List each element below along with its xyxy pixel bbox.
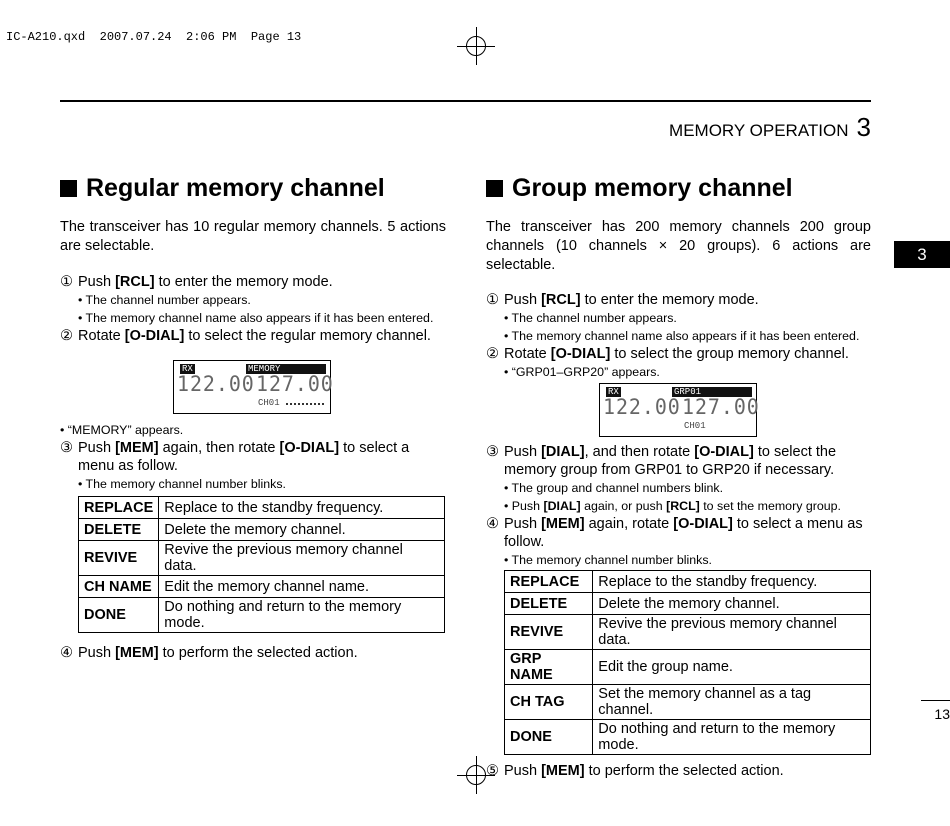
menu-row [505, 571, 871, 593]
menu-action-description: Replace to the standby frequency. [593, 571, 871, 593]
bullet-note: • The channel number appears. [78, 293, 251, 307]
intro-text: The transceiver has 10 regular memory channels. 5 actions are selectable. [60, 219, 446, 254]
regular-memory-section [60, 174, 446, 662]
menu-row [79, 497, 445, 519]
intro-text: The transceiver has 200 memory channels 200 group channels (10 channels × 20 groups). 6 actions are selectable. [486, 219, 871, 273]
menu-table-group [504, 570, 871, 755]
menu-action-description: Set the memory channel as a tag channel. [593, 685, 871, 720]
bullet-note: • The memory channel name also appears if it has been entered. [78, 311, 434, 325]
section-title: MEMORY OPERATION [669, 121, 849, 140]
lcd-active-frequency: 122.00 [603, 395, 681, 419]
menu-row [79, 519, 445, 541]
menu-action-description: Revive the previous memory channel data. [159, 541, 445, 576]
header-rule [60, 100, 871, 102]
section-heading-group: Group memory channel [486, 174, 871, 203]
lcd-channel-label: CH01 [684, 421, 706, 431]
menu-action-description: Revive the previous memory channel data. [593, 615, 871, 650]
step-3: ③ Push [MEM] again, then rotate [O-DIAL] to select a menu as follow. [60, 440, 410, 474]
step-3: ③ Push [DIAL], and then rotate [O-DIAL] to select the memory group from GRP01 to GRP20 if necessary. [486, 444, 837, 478]
lcd-standby-frequency: 127.00 [256, 372, 334, 396]
lcd-figure-wrapper [486, 381, 871, 443]
bullet-note: • The channel number appears. [504, 311, 677, 325]
chapter-side-tab: 3 [894, 241, 950, 268]
lcd-display [599, 383, 760, 437]
lcd-mode-label: GRP01 [672, 387, 752, 397]
menu-action-name: DELETE [79, 519, 159, 541]
menu-action-description: Delete the memory channel. [593, 593, 871, 615]
menu-row [79, 576, 445, 598]
menu-action-name: DELETE [505, 593, 593, 615]
menu-row [505, 720, 871, 755]
menu-table-regular [78, 496, 445, 633]
lcd-mode-label: MEMORY [246, 364, 326, 374]
menu-action-description: Edit the memory channel name. [159, 576, 445, 598]
bullet-note: • Push [DIAL] again, or push [RCL] to set the memory group. [504, 499, 841, 513]
menu-action-name: DONE [505, 720, 593, 755]
step-1: ① Push [RCL] to enter the memory mode. [60, 274, 333, 290]
lcd-rx-label: RX [182, 364, 193, 374]
menu-action-name: GRP NAME [505, 650, 593, 685]
menu-action-name: DONE [79, 598, 159, 633]
lcd-name-dots [286, 403, 324, 405]
lcd-standby-frequency: 127.00 [682, 395, 760, 419]
lcd-active-frequency: 122.00 [177, 372, 255, 396]
lcd-channel-label: CH01 [258, 398, 280, 408]
section-heading-regular: Regular memory channel [60, 174, 446, 203]
bullet-note: • The memory channel name also appears if it has been entered. [504, 329, 860, 343]
lcd-display [173, 360, 334, 414]
menu-action-description: Edit the group name. [593, 650, 871, 685]
bullet-note: • The memory channel number blinks. [504, 553, 712, 567]
menu-action-name: REPLACE [505, 571, 593, 593]
step-2: ② Rotate [O-DIAL] to select the regular memory channel. [60, 328, 431, 344]
step-4: ④ Push [MEM] again, rotate [O-DIAL] to select a menu as follow. [486, 516, 863, 550]
step-1: ① Push [RCL] to enter the memory mode. [486, 292, 759, 308]
square-bullet-icon [60, 180, 77, 197]
menu-action-name: CH TAG [505, 685, 593, 720]
group-memory-section [486, 174, 871, 780]
bullet-note: • “GRP01–GRP20” appears. [504, 365, 660, 379]
menu-action-name: CH NAME [79, 576, 159, 598]
chapter-number: 3 [856, 112, 871, 142]
print-info-line: IC-A210.qxd 2007.07.24 2:06 PM Page 13 [6, 30, 302, 44]
section-header [669, 112, 871, 143]
menu-row [505, 593, 871, 615]
menu-action-description: Replace to the standby frequency. [159, 497, 445, 519]
page-number: 13 [921, 700, 950, 722]
menu-row [505, 615, 871, 650]
lcd-rx-label: RX [608, 387, 619, 397]
step-5: ⑤ Push [MEM] to perform the selected action. [486, 763, 784, 779]
step-2: ② Rotate [O-DIAL] to select the group memory channel. [486, 346, 849, 362]
menu-action-name: REVIVE [79, 541, 159, 576]
lcd-figure-wrapper [60, 345, 446, 421]
menu-row [79, 541, 445, 576]
bullet-note: • The group and channel numbers blink. [504, 481, 724, 495]
menu-action-description: Do nothing and return to the memory mode. [593, 720, 871, 755]
menu-action-name: REVIVE [505, 615, 593, 650]
menu-row [505, 650, 871, 685]
bullet-note: • The memory channel number blinks. [78, 477, 286, 491]
bullet-note: • “MEMORY” appears. [60, 423, 184, 437]
menu-row [505, 685, 871, 720]
menu-action-name: REPLACE [79, 497, 159, 519]
square-bullet-icon [486, 180, 503, 197]
step-4: ④ Push [MEM] to perform the selected action. [60, 645, 358, 661]
menu-action-description: Delete the memory channel. [159, 519, 445, 541]
menu-action-description: Do nothing and return to the memory mode. [159, 598, 445, 633]
menu-row [79, 598, 445, 633]
